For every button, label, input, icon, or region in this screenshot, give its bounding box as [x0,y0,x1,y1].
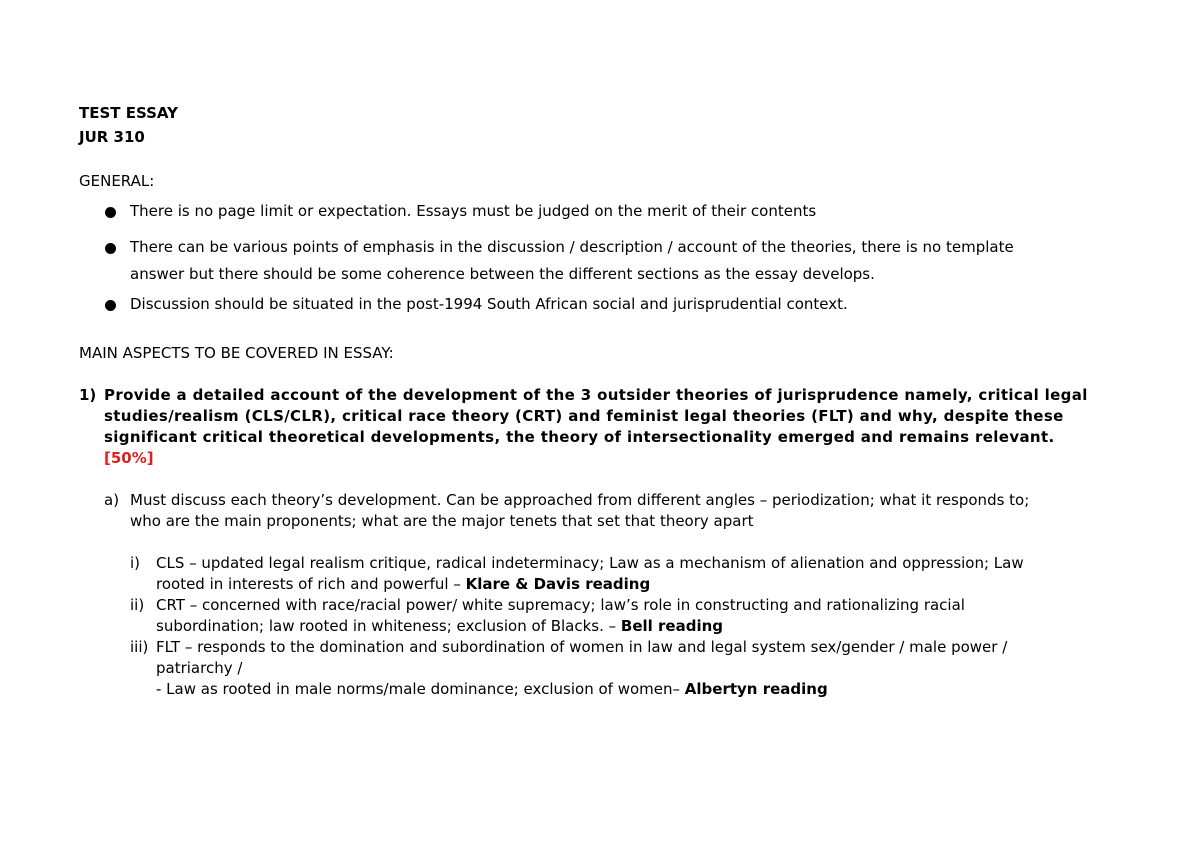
item-iii-line-1: FLT – responds to the domination and subordination of women in law and legal system sex/gender / male power / [156,638,1008,656]
document-title: TEST ESSAY [79,104,178,122]
question-marks: [50%] [104,449,154,467]
item-i-line-2 [156,575,650,593]
item-iii-line-2: patriarchy / [156,659,243,677]
item-iii-label: iii) [130,638,149,656]
item-i-label: i) [130,554,141,572]
bullet-icon [105,300,116,311]
item-ii-line-2 [156,617,723,635]
item-i-reading: Klare & Davis reading [465,575,651,593]
main-heading: MAIN ASPECTS TO BE COVERED IN ESSAY: [79,344,394,362]
item-ii-reading: Bell reading [620,617,724,635]
question-line-2: studies/realism (CLS/CLR), critical race theory (CRT) and feminist legal theories (FLT) and why, despite these [104,407,1064,425]
general-bullet-2-line-2: answer but there should be some coherence between the different sections as the essay develops. [130,265,875,283]
item-i-line-1: CLS – updated legal realism critique, radical indeterminacy; Law as a mechanism of alienation and oppression; Law [156,554,1024,572]
item-iii-text: - Law as rooted in male norms/male dominance; exclusion of women– [156,680,685,698]
sub-a-label: a) [104,491,120,509]
item-iii-reading: Albertyn reading [684,680,828,698]
question-number: 1) [79,386,97,404]
item-ii-line-1: CRT – concerned with race/racial power/ white supremacy; law’s role in constructing and rationalizing racial [156,596,965,614]
item-ii-text: subordination; law rooted in whiteness; exclusion of Blacks. – [156,617,621,635]
general-bullet-1: There is no page limit or expectation. Essays must be judged on the merit of their contents [130,202,817,220]
sub-a-line-1: Must discuss each theory’s development. Can be approached from different angles – periodization; what it responds to; [130,491,1030,509]
bullet-icon [105,207,116,218]
course-code: JUR 310 [79,128,145,146]
item-i-text: rooted in interests of rich and powerful – [156,575,466,593]
item-ii-label: ii) [130,596,145,614]
general-bullet-3: Discussion should be situated in the post-1994 South African social and jurisprudential context. [130,295,848,313]
question-line-1: Provide a detailed account of the development of the 3 outsider theories of jurisprudence namely, critical legal [104,386,1088,404]
bullet-icon [105,243,116,254]
question-line-3: significant critical theoretical developments, the theory of intersectionality emerged and remains relevant. [104,428,1055,446]
general-heading: GENERAL: [79,172,155,190]
general-bullet-2-line-1: There can be various points of emphasis in the discussion / description / account of the theories, there is no template [130,238,1014,256]
sub-a-line-2: who are the main proponents; what are the major tenets that set that theory apart [130,512,754,530]
item-iii-line-3 [156,680,828,698]
